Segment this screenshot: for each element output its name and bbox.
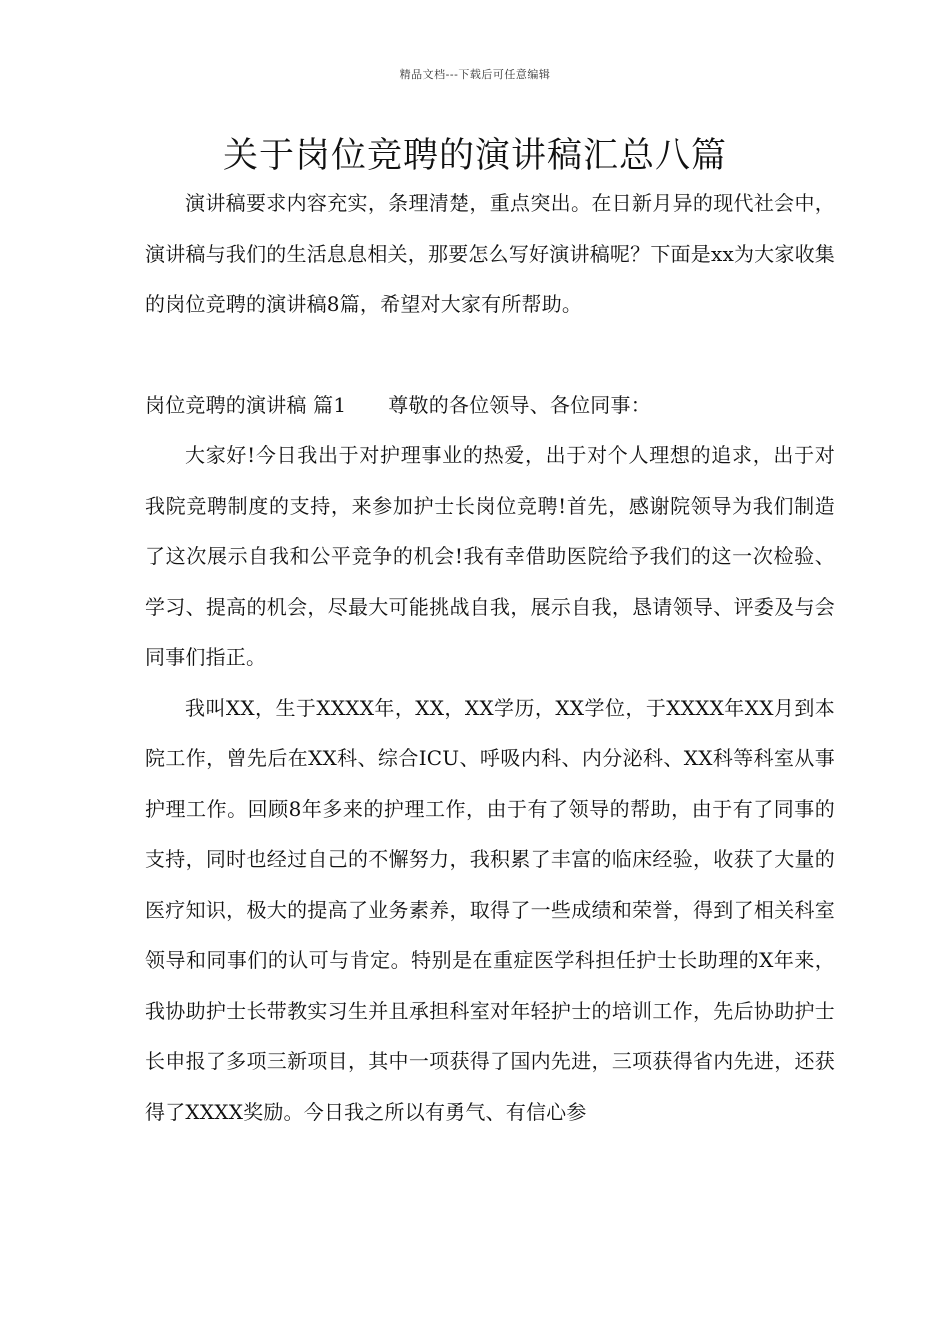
section-heading: 岗位竞聘的演讲稿 篇1 [145, 392, 347, 417]
section-line [145, 380, 835, 431]
body-paragraph-1: 大家好!今日我出于对护理事业的热爱，出于对个人理想的追求，出于对我院竞聘制度的支持，来参加护士长岗位竞聘!首先，感谢院领导为我们制造了这次展示自我和公平竞争的机会!我有幸借助医院给予我们的这一次检验、学习、提高的机会，尽最大可能挑战自我，展示自我，恳请领导、评委及与会同事们指正。 [145, 443, 835, 669]
document-body [145, 178, 835, 1137]
intro-paragraph: 演讲稿要求内容充实，条理清楚，重点突出。在日新月异的现代社会中，演讲稿与我们的生活息息相关，那要怎么写好演讲稿呢？下面是xx为大家收集的岗位竞聘的演讲稿8篇，希望对大家有所帮助。 [145, 191, 835, 316]
document-title: 关于岗位竞聘的演讲稿汇总八篇 [222, 136, 727, 176]
header-note: 精品文档---下载后可任意编辑 [399, 68, 551, 81]
body-paragraph-2: 我叫XX，生于XXXX年，XX，XX学历，XX学位，于XXXX年XX月到本院工作，曾先后在XX科、综合ICU、呼吸内科、内分泌科、XX科等科室从事护理工作。回顾8年多来的护理工作，由于有了领导的帮助，由于有了同事的支持，同时也经过自己的不懈努力，我积累了丰富的临床经验，收获了大量的医疗知识，极大的提高了业务素养，取得了一些成绩和荣誉，得到了相关科室领导和同事们的认可与肯定。特别是在重症医学科担任护士长助理的X年来，我协助护士长带教实习生并且承担科室对年轻护士的培训工作，先后协助护士长申报了多项三新项目，其中一项获得了国内先进，三项获得省内先进，还获得了XXXX奖励。今日我之所以有勇气、有信心参 [145, 695, 835, 1124]
greeting: 尊敬的各位领导、各位同事： [388, 392, 651, 417]
paragraph-gap [145, 330, 835, 380]
